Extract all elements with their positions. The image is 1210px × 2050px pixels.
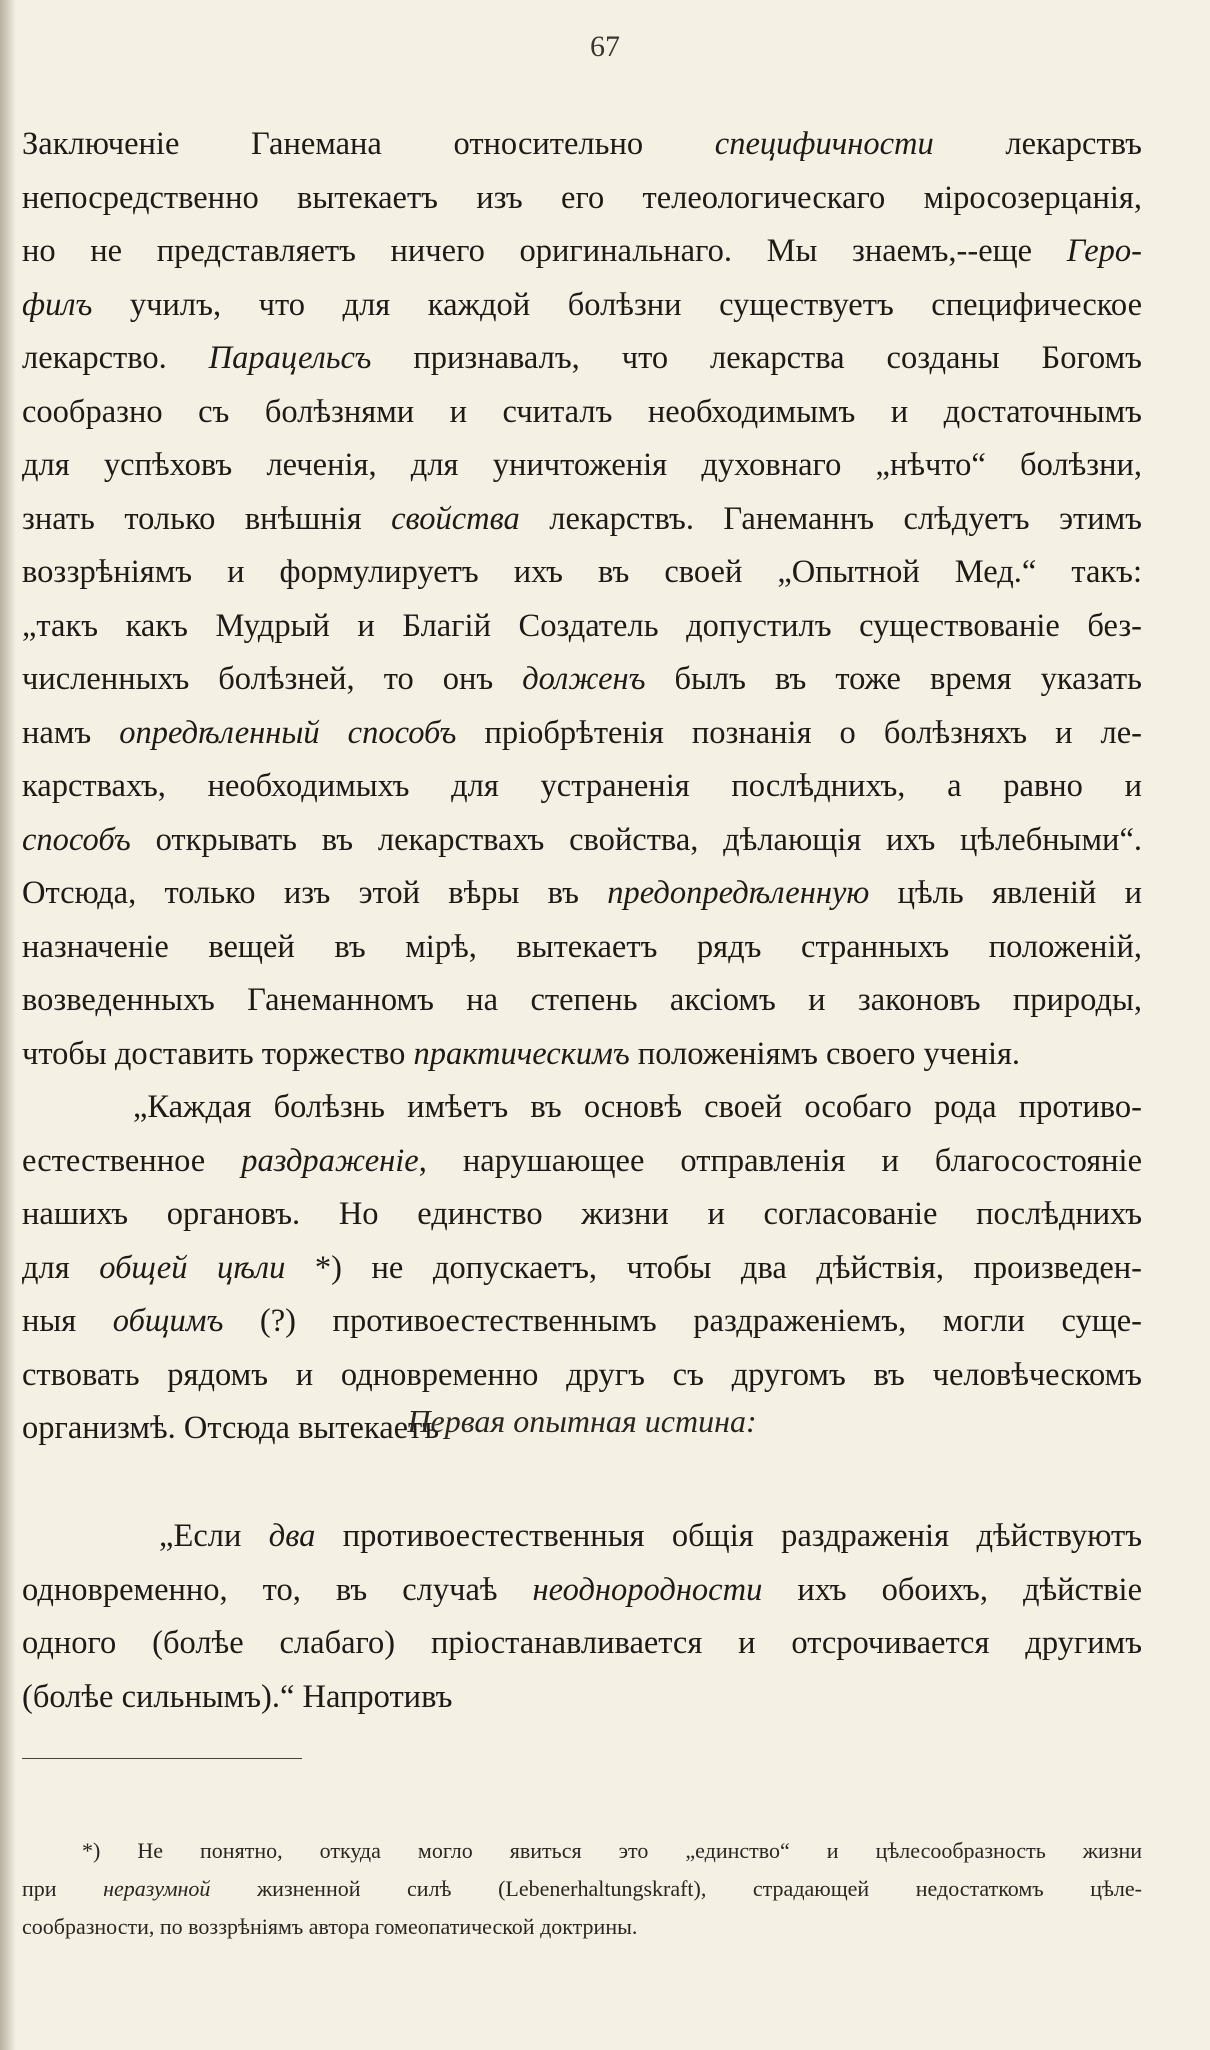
text-run: нашихъ органовъ. Но единство жизни и согласованіе послѣднихъ bbox=[22, 1196, 1142, 1232]
italic-run: практическимъ bbox=[413, 1035, 630, 1072]
text-run: (?) противоестественнымъ раздраженіемъ, могли суще- bbox=[223, 1303, 1142, 1339]
footnote bbox=[22, 1832, 1142, 1946]
paragraph-main bbox=[22, 118, 1142, 1081]
paragraph1-line bbox=[22, 332, 1142, 386]
text-run: чтобы доставить торжество bbox=[22, 1035, 414, 1072]
text-run: для bbox=[22, 1249, 100, 1286]
text-run: былъ въ тоже время указать bbox=[645, 661, 1142, 697]
text-run: Отсюда, только изъ этой вѣры въ bbox=[22, 875, 608, 911]
italic-run: опредѣленный способъ bbox=[119, 714, 457, 751]
italic-run: долженъ bbox=[522, 661, 646, 697]
paragraph1-line bbox=[22, 814, 1142, 868]
italic-run: специфичности bbox=[714, 126, 934, 162]
italic-run: два bbox=[268, 1518, 316, 1554]
paragraph1-line bbox=[22, 279, 1142, 333]
text-run: одного (болѣе слабаго) пріостанавливается и отсрочивается другимъ bbox=[22, 1625, 1142, 1661]
paragraph1-line bbox=[22, 921, 1142, 975]
paragraph1-line bbox=[22, 386, 1142, 440]
text-run: „Если bbox=[22, 1518, 269, 1554]
text-run: „такъ какъ Мудрый и Благій Создатель допустилъ существованіе без- bbox=[22, 607, 1142, 644]
paragraph1-line bbox=[22, 974, 1142, 1028]
paragraph2-line bbox=[22, 1242, 1142, 1296]
text-run: естественное bbox=[22, 1142, 242, 1179]
text-run: воззрѣніямъ и формулируетъ ихъ въ своей „Опытной Мед.“ такъ: bbox=[22, 554, 1142, 590]
paragraph3-line bbox=[22, 1510, 1142, 1564]
text-run: признавалъ, что лекарства созданы Богомъ bbox=[371, 340, 1142, 376]
paragraph1-line bbox=[22, 546, 1142, 600]
paragraph1-line bbox=[22, 493, 1142, 547]
text-run: сообразности, по воззрѣніямъ автора гомеопатической доктрины. bbox=[22, 1914, 638, 1939]
section-heading: Первая опытная истина: bbox=[407, 1403, 757, 1439]
text-run: карствахъ, необходимыхъ для устраненія послѣднихъ, а равно и bbox=[22, 768, 1142, 804]
paragraph1-line bbox=[22, 867, 1142, 921]
paragraph1-line bbox=[22, 707, 1142, 761]
text-run: открывать въ лекарствахъ свойства, дѣлающія ихъ цѣлебными“. bbox=[130, 821, 1142, 858]
text-run: но не представляетъ ничего оригинальнаго. Мы знаемъ,--еще bbox=[22, 233, 1067, 269]
paragraph1-line bbox=[22, 760, 1142, 814]
italic-run: Геро- bbox=[1066, 233, 1142, 269]
text-run: лекарство. bbox=[22, 340, 209, 376]
footnote-line bbox=[22, 1908, 1142, 1946]
text-run: цѣль явленій и bbox=[869, 875, 1142, 911]
paragraph3-line bbox=[22, 1671, 1142, 1725]
text-run: лекарствъ bbox=[933, 126, 1142, 162]
text-run: „Каждая болѣзнь имѣетъ въ основѣ своей особаго рода противо- bbox=[22, 1089, 1142, 1125]
paragraph-first-truth bbox=[22, 1510, 1142, 1724]
footnote-line bbox=[22, 1870, 1142, 1908]
paragraph2-line bbox=[22, 1349, 1142, 1403]
text-run: *) не допускаетъ, чтобы два дѣйствія, произведен- bbox=[285, 1249, 1142, 1286]
italic-run: филъ bbox=[22, 286, 93, 323]
text-run: пріобрѣтенія познанія о болѣзняхъ и ле- bbox=[456, 714, 1142, 751]
paragraph1-line bbox=[22, 118, 1142, 172]
italic-run: предопредѣленную bbox=[607, 875, 870, 911]
page-number: 67 bbox=[590, 30, 620, 63]
paragraph3-line bbox=[22, 1564, 1142, 1618]
text-run: организмѣ. Отсюда вытекаетъ bbox=[22, 1410, 440, 1446]
text-run: (болѣе сильнымъ).“ Напротивъ bbox=[22, 1678, 453, 1715]
italic-run: неразумной bbox=[103, 1876, 211, 1901]
footnote-line bbox=[22, 1832, 1142, 1870]
text-run: одновременно, то, въ случаѣ bbox=[22, 1571, 533, 1608]
text-run: положеніямъ своего ученія. bbox=[629, 1035, 1021, 1072]
text-run: жизненной силѣ (Lebenerhaltungskraft), страдающей недостаткомъ цѣле- bbox=[210, 1876, 1142, 1901]
text-run: численныхъ болѣзней, то онъ bbox=[22, 661, 523, 697]
italic-run: общей цѣли bbox=[99, 1249, 286, 1286]
text-run: ихъ обоихъ, дѣйствіе bbox=[762, 1571, 1142, 1608]
italic-run: раздраженіе bbox=[241, 1142, 419, 1179]
paragraph1-line bbox=[22, 600, 1142, 654]
italic-run: общимъ bbox=[112, 1303, 224, 1339]
italic-run: Парацельсъ bbox=[208, 340, 372, 376]
text-run: при bbox=[22, 1876, 104, 1901]
text-run: лекарствъ. Ганеманнъ слѣдуетъ этимъ bbox=[519, 500, 1142, 537]
paragraph2-line bbox=[22, 1135, 1142, 1189]
text-run: для успѣховъ леченія, для уничтоженія духовнаго „нѣчто“ болѣзни, bbox=[22, 447, 1142, 483]
text-run: непосредственно вытекаетъ изъ его телеологическаго міросозерцанія, bbox=[22, 179, 1142, 216]
paragraph2-line bbox=[22, 1081, 1142, 1135]
paragraph-quote bbox=[22, 1081, 1142, 1456]
page-edge-shadow bbox=[0, 0, 16, 2050]
paragraph2-line bbox=[22, 1295, 1142, 1349]
text-run: училъ, что для каждой болѣзни существуетъ специфическое bbox=[92, 286, 1142, 323]
text-run: *) Не понятно, откуда могло явиться это „единство“ и цѣлесообразность жизни bbox=[82, 1838, 1142, 1863]
italic-run: неоднородности bbox=[532, 1571, 763, 1608]
paragraph1-line bbox=[22, 225, 1142, 279]
paragraph1-line bbox=[22, 172, 1142, 226]
text-run: возведенныхъ Ганеманномъ на степень аксіомъ и законовъ природы, bbox=[22, 982, 1142, 1018]
text-run: сообразно съ болѣзнями и считалъ необходимымъ и достаточнымъ bbox=[22, 393, 1142, 430]
text-run: намъ bbox=[22, 714, 120, 751]
paragraph1-line bbox=[22, 439, 1142, 493]
paragraph2-line bbox=[22, 1188, 1142, 1242]
text-run: назначеніе вещей въ мірѣ, вытекаетъ рядъ странныхъ положеній, bbox=[22, 928, 1142, 965]
paragraph1-line bbox=[22, 653, 1142, 707]
text-run: Заключеніе Ганемана относительно bbox=[22, 126, 715, 162]
text-run: , нарушающее отправленія и благосостояніе bbox=[418, 1142, 1142, 1179]
text-run: противоестественныя общія раздраженія дѣйствуютъ bbox=[315, 1518, 1142, 1554]
text-run: ствовать рядомъ и одновременно другъ съ другомъ въ человѣческомъ bbox=[22, 1356, 1142, 1393]
text-run: знать только внѣшнія bbox=[22, 500, 392, 537]
footnote-rule bbox=[22, 1758, 302, 1759]
italic-run: способъ bbox=[22, 821, 131, 858]
paragraph3-line bbox=[22, 1617, 1142, 1671]
text-run: ныя bbox=[22, 1303, 113, 1339]
paragraph1-line bbox=[22, 1028, 1142, 1082]
italic-run: свойства bbox=[391, 500, 520, 537]
